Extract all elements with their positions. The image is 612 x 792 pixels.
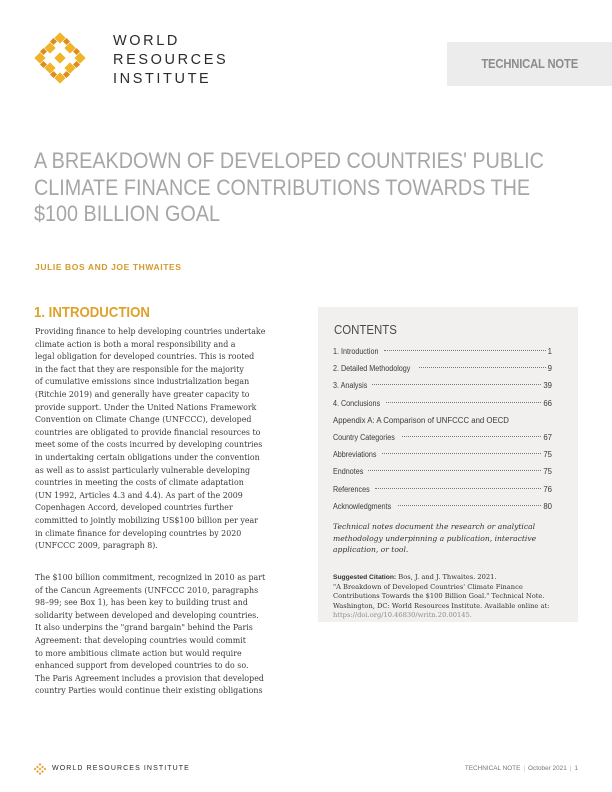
paragraph-line: legal obligation for developed countries. This is rooted bbox=[35, 352, 255, 362]
paragraph-line: It also underpins the "grand bargain" behind the Paris bbox=[35, 623, 253, 633]
section-heading: 1. INTRODUCTION bbox=[34, 304, 150, 321]
toc-item-label: 2. Detailed Methodology bbox=[333, 364, 411, 374]
paragraph-line: as well as to assist particularly vulnerable developing bbox=[35, 465, 251, 475]
toc-item-label: Endnotes bbox=[333, 467, 364, 477]
paragraph-line: (UNFCCC 2009, paragraph 8). bbox=[35, 541, 158, 551]
doc-type-badge bbox=[447, 42, 612, 86]
toc-leader-dots bbox=[382, 453, 541, 454]
table-of-contents bbox=[333, 343, 552, 515]
citation-line: Contributions Towards the $100 Billion Goal." Technical Note. bbox=[333, 592, 545, 601]
footer-info: TECHNICAL NOTE | October 2021 | 1 bbox=[464, 765, 578, 772]
paragraph-line: (UN 1992, Articles 4.3 and 4.4). As part of the 2009 bbox=[35, 490, 243, 500]
toc-item[interactable] bbox=[333, 429, 552, 446]
toc-leader-dots bbox=[402, 436, 541, 437]
toc-item[interactable] bbox=[333, 412, 552, 429]
toc-item-label: Appendix A: A Comparison of UNFCCC and OECD bbox=[333, 415, 509, 425]
toc-item-label: References bbox=[333, 484, 370, 494]
toc-leader-dots bbox=[372, 384, 541, 385]
citation-label: Suggested Citation: bbox=[333, 574, 397, 581]
doc-type-label: TECHNICAL NOTE bbox=[481, 57, 578, 71]
paragraph-line: country Parties would continue their existing obligations bbox=[35, 686, 263, 696]
title-line: CLIMATE FINANCE CONTRIBUTIONS TOWARDS THE bbox=[34, 174, 531, 200]
footer-org-name: WORLD RESOURCES INSTITUTE bbox=[52, 765, 190, 772]
toc-item[interactable] bbox=[333, 377, 552, 394]
authors: JULIE BOS AND JOE THWAITES bbox=[35, 262, 182, 272]
toc-item-page: 80 bbox=[543, 501, 552, 511]
document-title bbox=[34, 148, 580, 228]
paragraph-line: Copenhagen Accord, developed countries further bbox=[35, 503, 233, 513]
toc-leader-dots bbox=[398, 505, 541, 506]
paragraph-line: countries are obligated to provide financial resources to bbox=[35, 427, 261, 437]
toc-item-label: Abbreviations bbox=[333, 450, 377, 460]
paragraph-line: provide support. Under the United Nations Framework bbox=[35, 402, 257, 412]
note-line: Technical notes document the research or analytical bbox=[333, 522, 536, 531]
contents-title: CONTENTS bbox=[334, 322, 397, 337]
paragraph-line: in undertaking certain obligations under the convention bbox=[35, 452, 260, 462]
wri-logo-icon bbox=[34, 32, 86, 84]
toc-item-page: 75 bbox=[543, 450, 552, 460]
toc-item[interactable] bbox=[333, 343, 552, 360]
paragraph-line: in climate finance for developing countries by 2020 bbox=[35, 528, 242, 538]
paragraph-line: (Ritchie 2019) and generally have greater capacity to bbox=[35, 389, 250, 399]
wri-footer-logo-icon bbox=[34, 763, 46, 775]
paragraph-line: 98–99; see Box 1), has been key to building trust and bbox=[35, 598, 248, 608]
intro-paragraph bbox=[35, 326, 295, 553]
intro-paragraph bbox=[35, 572, 295, 698]
paragraph-line: The Paris Agreement includes a provision that developed bbox=[35, 673, 264, 683]
technical-note-description bbox=[333, 521, 561, 556]
footer-doc-type: TECHNICAL NOTE bbox=[464, 765, 521, 772]
paragraph-line: of cumulative emissions since industrialization began bbox=[35, 377, 250, 387]
toc-item-page: 66 bbox=[543, 398, 552, 408]
toc-item[interactable] bbox=[333, 498, 552, 515]
toc-item-page: 9 bbox=[547, 364, 552, 374]
paragraph-line: to more ambitious climate action but would require bbox=[35, 648, 242, 658]
toc-item[interactable] bbox=[333, 481, 552, 498]
page-number: 1 bbox=[574, 765, 578, 772]
toc-item[interactable] bbox=[333, 463, 552, 480]
paragraph-line: of the Cancun Agreements (UNFCCC 2010, paragraphs bbox=[35, 585, 259, 595]
toc-item-page: 67 bbox=[543, 432, 552, 442]
paragraph-line: Convention on Climate Change (UNFCCC), developed bbox=[35, 415, 252, 425]
toc-leader-dots bbox=[375, 488, 541, 489]
citation-line: "A Breakdown of Developed Countries' Climate Finance bbox=[333, 582, 523, 591]
toc-item[interactable] bbox=[333, 360, 552, 377]
paragraph-line: climate action is both a moral responsibility and a bbox=[35, 339, 236, 349]
toc-item-label: 3. Analysis bbox=[333, 381, 368, 391]
citation-text: Bos, J. and J. Thwaites. 2021. bbox=[396, 573, 497, 581]
paragraph-line: solidarity between developed and developing countries. bbox=[35, 610, 259, 620]
toc-item[interactable] bbox=[333, 395, 552, 412]
toc-item-page: 39 bbox=[543, 381, 552, 391]
toc-leader-dots bbox=[419, 367, 546, 368]
toc-item-label: Acknowledgments bbox=[333, 501, 392, 511]
toc-item-page: 76 bbox=[543, 484, 552, 494]
note-line: application, or tool. bbox=[333, 545, 409, 554]
paragraph-line: meet some of the costs incurred by developing countries bbox=[35, 440, 263, 450]
doi-link[interactable]: https://doi.org/10.46830/writn.20.00145. bbox=[333, 611, 472, 620]
toc-leader-dots bbox=[368, 470, 541, 471]
title-line: $100 BILLION GOAL bbox=[34, 201, 221, 226]
suggested-citation bbox=[333, 573, 568, 621]
toc-item-label: Country Categories bbox=[333, 432, 395, 442]
toc-item-label: 1. Introduction bbox=[333, 347, 379, 356]
title-line: A BREAKDOWN OF DEVELOPED COUNTRIES' PUBLIC bbox=[34, 148, 544, 173]
toc-leader-dots bbox=[386, 402, 541, 403]
paragraph-line: Providing finance to help developing countries undertake bbox=[35, 327, 266, 336]
toc-item-label: 4. Conclusions bbox=[333, 398, 381, 408]
note-line: methodology underpinning a publication, interactive bbox=[333, 533, 537, 543]
paragraph-line: countries in meeting the costs of climate adaptation bbox=[35, 478, 244, 488]
paragraph-line: enhanced support from developed countries to do so. bbox=[35, 661, 249, 671]
footer-date: October 2021 bbox=[528, 765, 567, 772]
toc-item-page: 1 bbox=[547, 347, 552, 356]
toc-item-page: 75 bbox=[543, 467, 552, 477]
org-name bbox=[113, 32, 228, 89]
org-name-line: WORLD bbox=[113, 33, 180, 49]
paragraph-line: Agreement: that developing countries would commit bbox=[35, 635, 246, 645]
paragraph-line: in the fact that they are responsible for the majority bbox=[35, 364, 244, 374]
citation-line: Washington, DC: World Resources Institute. Available online at: bbox=[333, 601, 550, 610]
paragraph-line: committed to jointly mobilizing US$100 billion per year bbox=[35, 515, 259, 525]
toc-leader-dots bbox=[384, 350, 545, 351]
toc-item[interactable] bbox=[333, 446, 552, 463]
paragraph-line: The $100 billion commitment, recognized in 2010 as part bbox=[35, 573, 266, 582]
org-name-line: INSTITUTE bbox=[113, 71, 212, 87]
org-name-line: RESOURCES bbox=[113, 52, 229, 68]
